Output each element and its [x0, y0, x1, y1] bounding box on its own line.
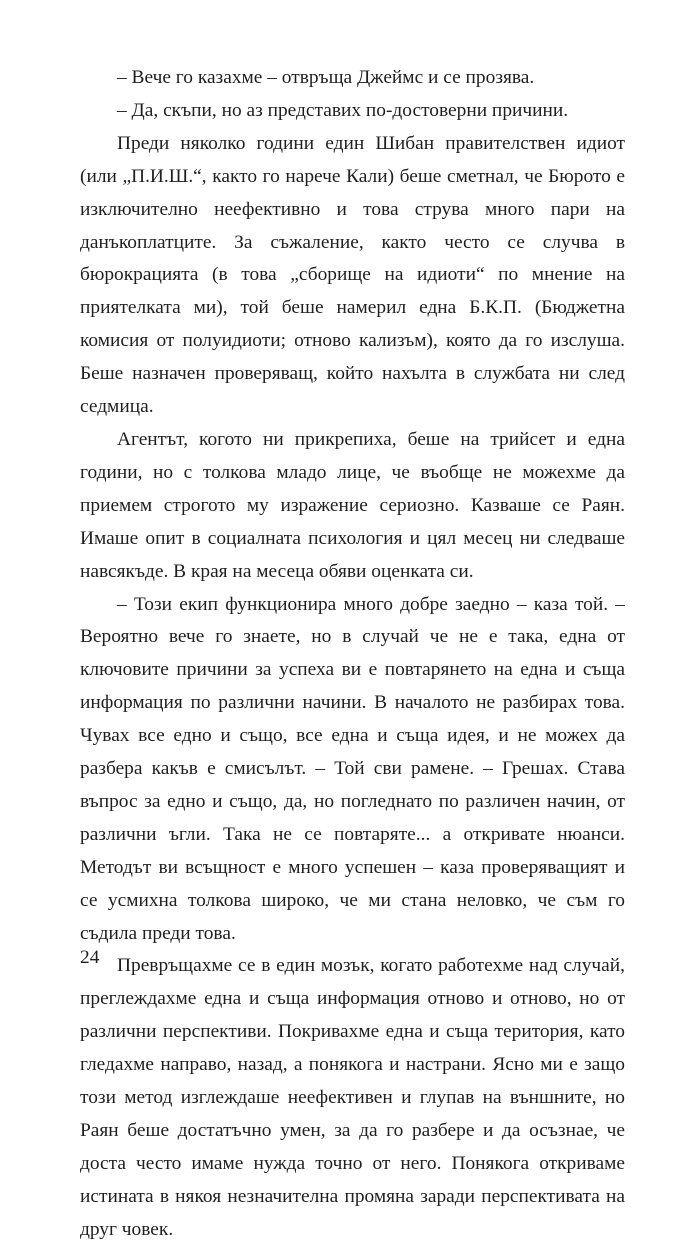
- paragraph: Превръщахме се в един мозък, когато работехме над случай, преглеждахме една и съща информация отново и отново, но от различни перспективи. Покривахме една и съща територия, като гледахме направо, назад, а понякога и настрани. Ясно ми е защо този метод изглеждаше неефективен и глупав на външните, но Раян беше достатъчно умен, за да го разбере и да осъзнае, че доста често имаме нужда точно от него. Понякога откриваме истината в някоя незначителна промяна заради перспективата на друг човек.: [80, 955, 625, 1240]
- paragraph: – Да, скъпи, но аз представих по-достоверни причини.: [117, 99, 569, 121]
- paragraph: – Този екип функционира много добре заедно – каза той. – Вероятно вече го знаете, но в случай че не е така, една от ключовите причини за успеха ви е повтарянето на една и съща информация по различни начини. В началото не разбирах това. Чувах все едно и също, все една и съща идея, и не можех да разбера какъв е смисълът. – Той сви рамене. – Грешах. Става въпрос за едно и също, да, но погледнато по различен начин, от различни ъгли. Така не се повтаряте... а откривате нюанси. Методът ви всъщност е много успешен – каза проверяващият и се усмихна толкова широко, че ми стана неловко, че съм го съдила преди това.: [80, 593, 625, 944]
- page-number: 24: [80, 947, 100, 968]
- paragraph: Агентът, когото ни прикрепиха, беше на трийсет и една години, но с толкова младо лице, че въобще не можехме да приемем строгото му изражение сериозно. Казваше се Раян. Имаше опит в социалната психология и цял месец ни следваше навсякъде. В края на месеца обяви оценката си.: [80, 428, 625, 582]
- paragraph: Преди няколко години един Шибан правителствен идиот (или „П.И.Ш.“, както го нарече Кали) беше сметнал, че Бюрото е изключително неефективно и това струва много пари на данъкоплатците. За съжаление, както често се случва в бюрокрацията (в това „сборище на идиоти“ по мнение на приятелката ми), той беше намерил една Б.К.П. (Бюджетна комисия от полуидиоти; отново кализъм), която да го изслуша. Беше назначен проверяващ, който нахълта в службата ни след седмица.: [80, 132, 625, 418]
- paragraph: – Вече го казахме – отвръща Джеймс и се прозява.: [117, 67, 535, 88]
- body-text: [80, 62, 625, 1247]
